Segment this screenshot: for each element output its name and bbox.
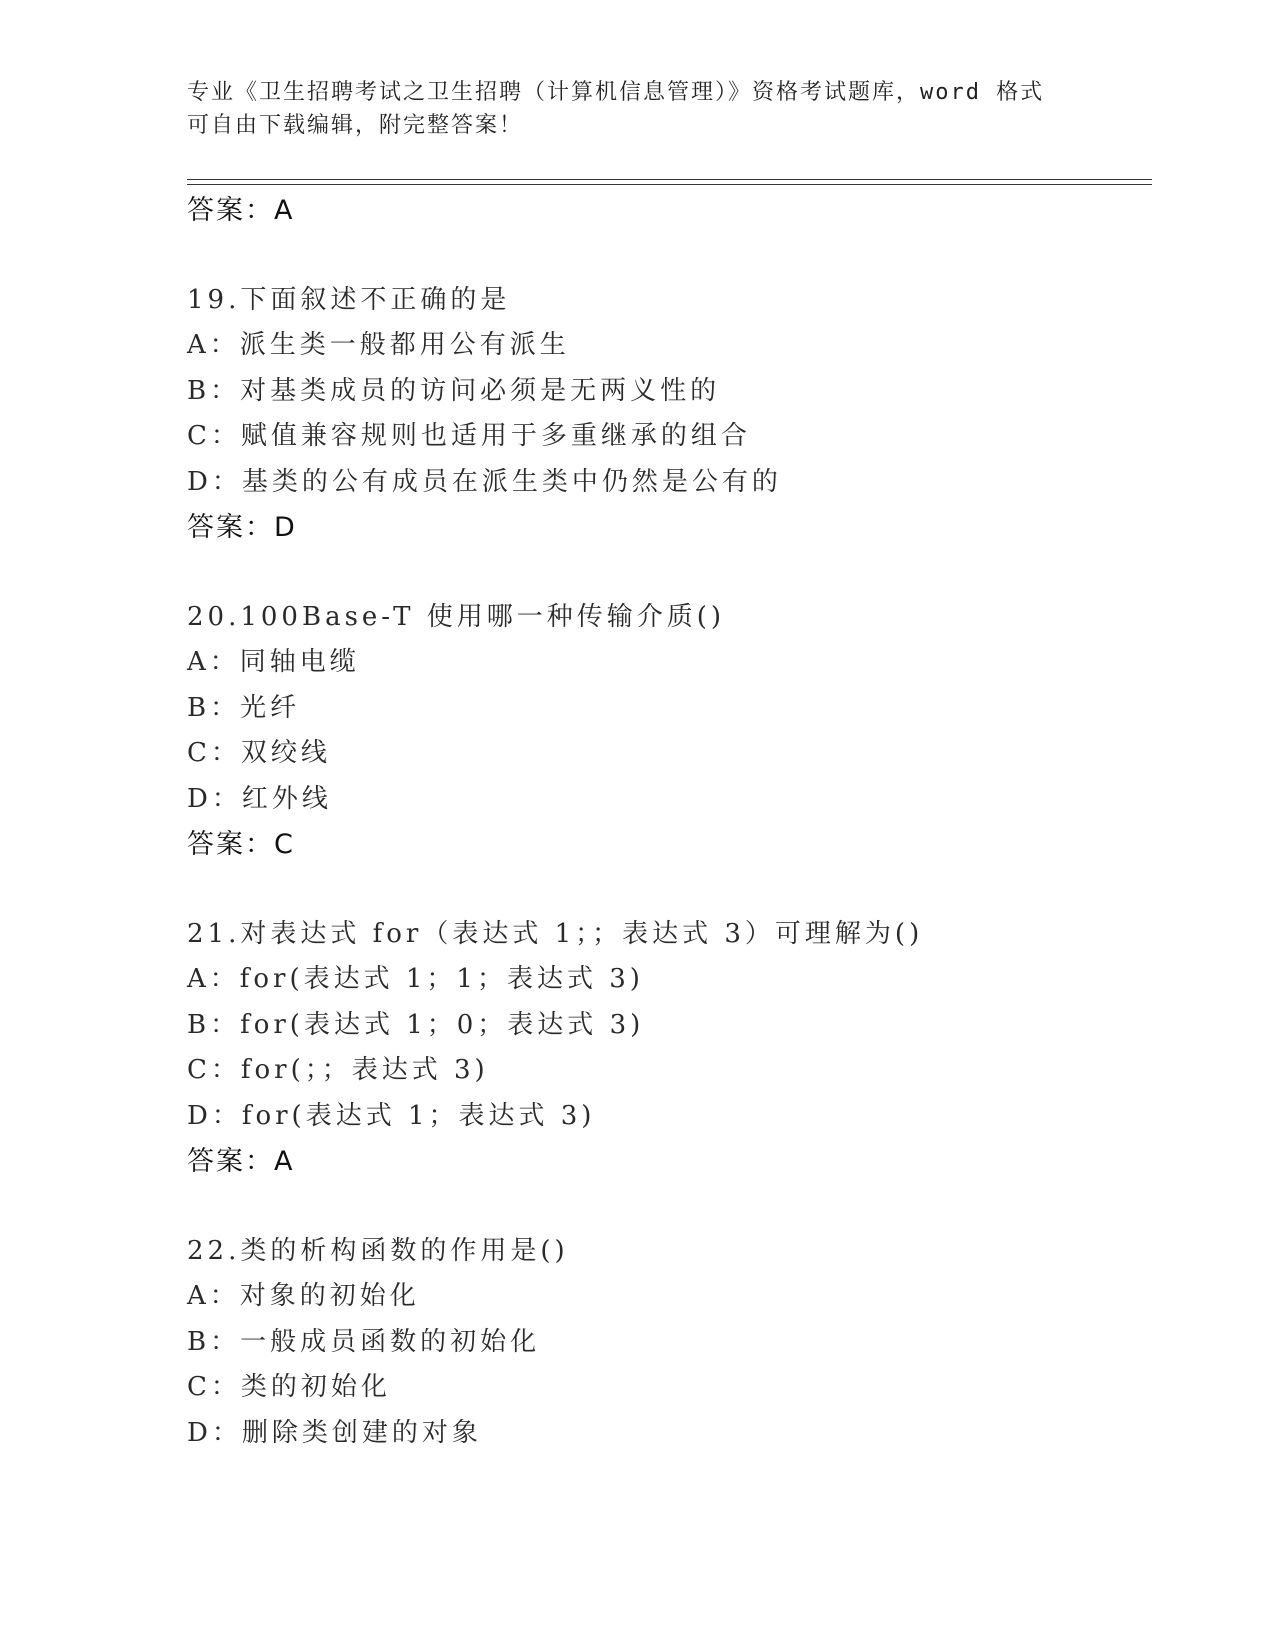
header-divider-bottom: [187, 184, 1152, 185]
option-b: B：对基类成员的访问必须是无两义性的: [187, 375, 721, 406]
question-19: [187, 278, 1152, 551]
header-line-1: 专业《卫生招聘考试之卫生招聘（计算机信息管理）》资格考试题库，word 格式: [187, 80, 1045, 105]
option-b: B：for(表达式 1；0；表达式 3): [187, 1009, 645, 1040]
document-header: [187, 76, 1087, 142]
option-a: A：对象的初始化: [187, 1281, 420, 1311]
option-d: D：for(表达式 1；表达式 3): [187, 1100, 596, 1131]
answer-line: 答案：C: [187, 829, 295, 860]
question-stem: 20.100Base-T 使用哪一种传输介质(): [187, 601, 726, 632]
question-stem: 22.类的析构函数的作用是(): [187, 1235, 569, 1266]
answer-line: 答案：A: [187, 195, 295, 226]
question-stem: 21.对表达式 for（表达式 1；；表达式 3）可理解为(): [187, 918, 924, 949]
option-d: D：红外线: [187, 783, 332, 814]
header-divider-top: [187, 179, 1152, 180]
option-a: A：for(表达式 1；1；表达式 3): [187, 964, 644, 994]
option-d: D：删除类创建的对象: [187, 1417, 482, 1448]
question-20: [187, 595, 1152, 868]
option-a: A：同轴电缆: [187, 647, 360, 677]
option-b: B：一般成员函数的初始化: [187, 1326, 541, 1357]
option-d: D：基类的公有成员在派生类中仍然是公有的: [187, 466, 782, 497]
answer-line: 答案：A: [187, 1146, 295, 1177]
answer-line: 答案：D: [187, 512, 297, 543]
header-line-2: 可自由下载编辑，附完整答案！: [187, 113, 524, 138]
option-b: B：光纤: [187, 692, 301, 723]
option-c: C：赋值兼容规则也适用于多重继承的组合: [187, 421, 751, 451]
option-c: C：类的初始化: [187, 1372, 391, 1402]
question-21: [187, 912, 1152, 1185]
question-list: [187, 188, 1152, 1456]
option-c: C：双绞线: [187, 738, 331, 768]
option-a: A：派生类一般都用公有派生: [187, 330, 570, 360]
question-stem: 19.下面叙述不正确的是: [187, 284, 511, 315]
option-c: C：for(；；表达式 3): [187, 1055, 489, 1085]
question-22: [187, 1229, 1152, 1457]
